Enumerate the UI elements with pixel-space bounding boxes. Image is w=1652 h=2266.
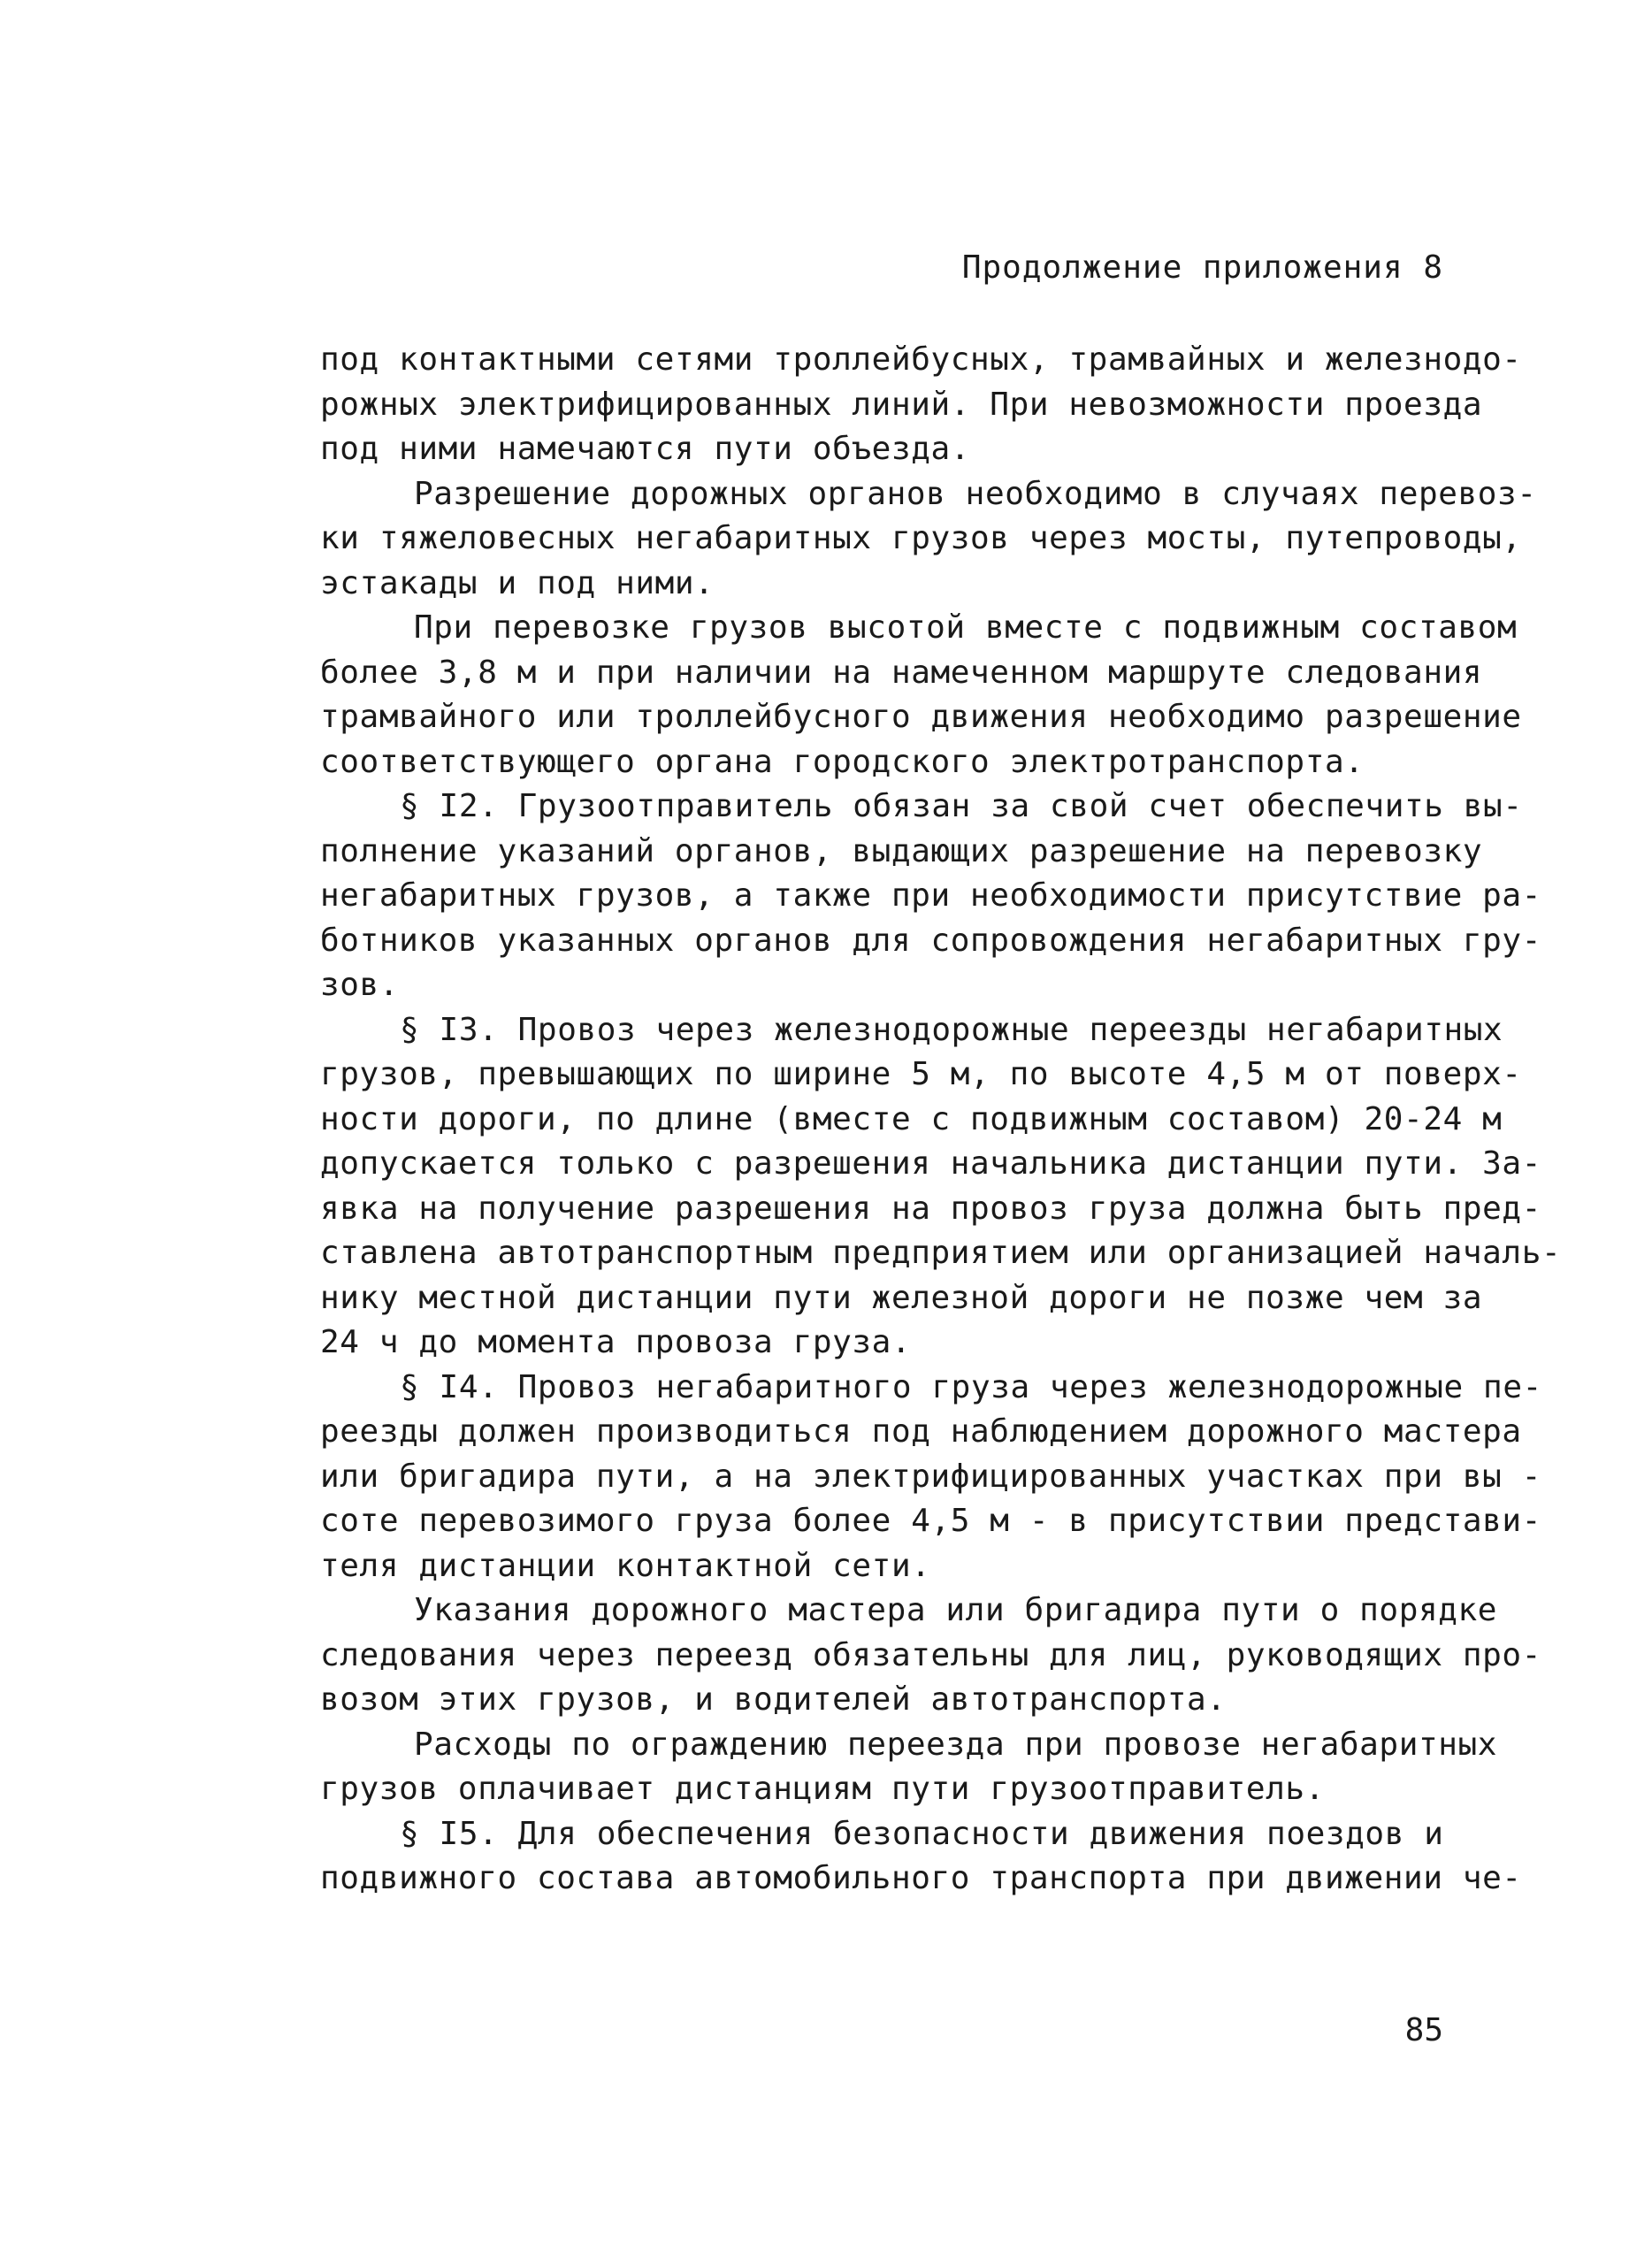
text-line: допускается только с разрешения начальника дистанции пути. За- — [320, 1145, 1541, 1182]
text-line: явка на получение разрешения на провоз груза должна быть пред- — [320, 1190, 1541, 1227]
text-line: под контактными сетями троллейбусных, трамвайных и железнодо- — [320, 341, 1522, 378]
text-line: Указания дорожного мастера или бригадира пути о порядке — [414, 1592, 1498, 1628]
text-line: ставлена автотранспортным предприятием или организацией началь- — [320, 1235, 1562, 1271]
text-line: ботников указанных органов для сопровождения негабаритных гру- — [320, 922, 1541, 959]
text-line: грузов оплачивает дистанциям пути грузоотправитель. — [320, 1771, 1325, 1807]
text-line: под ними намечаются пути объезда. — [320, 431, 971, 467]
text-line: При перевозке грузов высотой вместе с подвижным составом — [414, 609, 1518, 646]
text-line: грузов, превышающих по ширине 5 м, по высоте 4,5 м от поверх- — [320, 1056, 1522, 1092]
text-line: Разрешение дорожных органов необходимо в случаях перевоз- — [414, 475, 1537, 512]
page-number: 85 — [1404, 2012, 1443, 2048]
text-line: подвижного состава автомобильного транспорта при движении че- — [320, 1860, 1522, 1896]
text-line: § I4. Провоз негабаритного груза через железнодорожные пе- — [400, 1368, 1542, 1405]
text-line: соответствующего органа городского электротранспорта. — [320, 743, 1365, 780]
text-line: § I2. Грузоотправитель обязан за свой счет обеспечить вы- — [400, 788, 1523, 824]
text-line: соте перевозимого груза более 4,5 м - в присутствии представи- — [320, 1503, 1541, 1539]
text-line: эстакады и под ними. — [320, 564, 715, 601]
text-line: полнение указаний органов, выдающих разрешение на перевозку — [320, 832, 1483, 869]
text-line: реезды должен производиться под наблюдением дорожного мастера — [320, 1413, 1522, 1450]
text-line: Расходы по ограждению переезда при провозе негабаритных — [414, 1726, 1498, 1763]
text-line: § I5. Для обеспечения безопасности движения поездов и — [400, 1815, 1444, 1852]
text-line: трамвайного или троллейбусного движения необходимо разрешение — [320, 699, 1522, 735]
text-line: теля дистанции контактной сети. — [320, 1547, 931, 1584]
text-line: следования через переезд обязательны для лиц, руководящих про- — [320, 1636, 1541, 1673]
text-line: рожных электрифицированных линий. При невозможности проезда — [320, 386, 1483, 423]
text-line: возом этих грузов, и водителей автотранспорта. — [320, 1681, 1227, 1718]
page-header: Продолжение приложения 8 — [961, 249, 1443, 286]
text-line: негабаритных грузов, а также при необходимости присутствие ра- — [320, 877, 1541, 914]
text-line: нику местной дистанции пути железной дороги не позже чем за — [320, 1279, 1483, 1316]
text-line: 24 ч до момента провоза груза. — [320, 1324, 912, 1360]
text-line: более 3,8 м и при наличии на намеченном маршруте следования — [320, 654, 1483, 691]
body-text — [320, 338, 1562, 1902]
text-line: ности дороги, по длине (вместе с подвижным составом) 20-24 м — [320, 1100, 1503, 1137]
text-line: или бригадира пути, а на электрифицированных участках при вы - — [320, 1458, 1541, 1495]
text-line: зов. — [320, 967, 400, 1003]
text-line: § I3. Провоз через железнодорожные переезды негабаритных — [400, 1011, 1503, 1048]
text-line: ки тяжеловесных негабаритных грузов через мосты, путепроводы, — [320, 520, 1522, 556]
